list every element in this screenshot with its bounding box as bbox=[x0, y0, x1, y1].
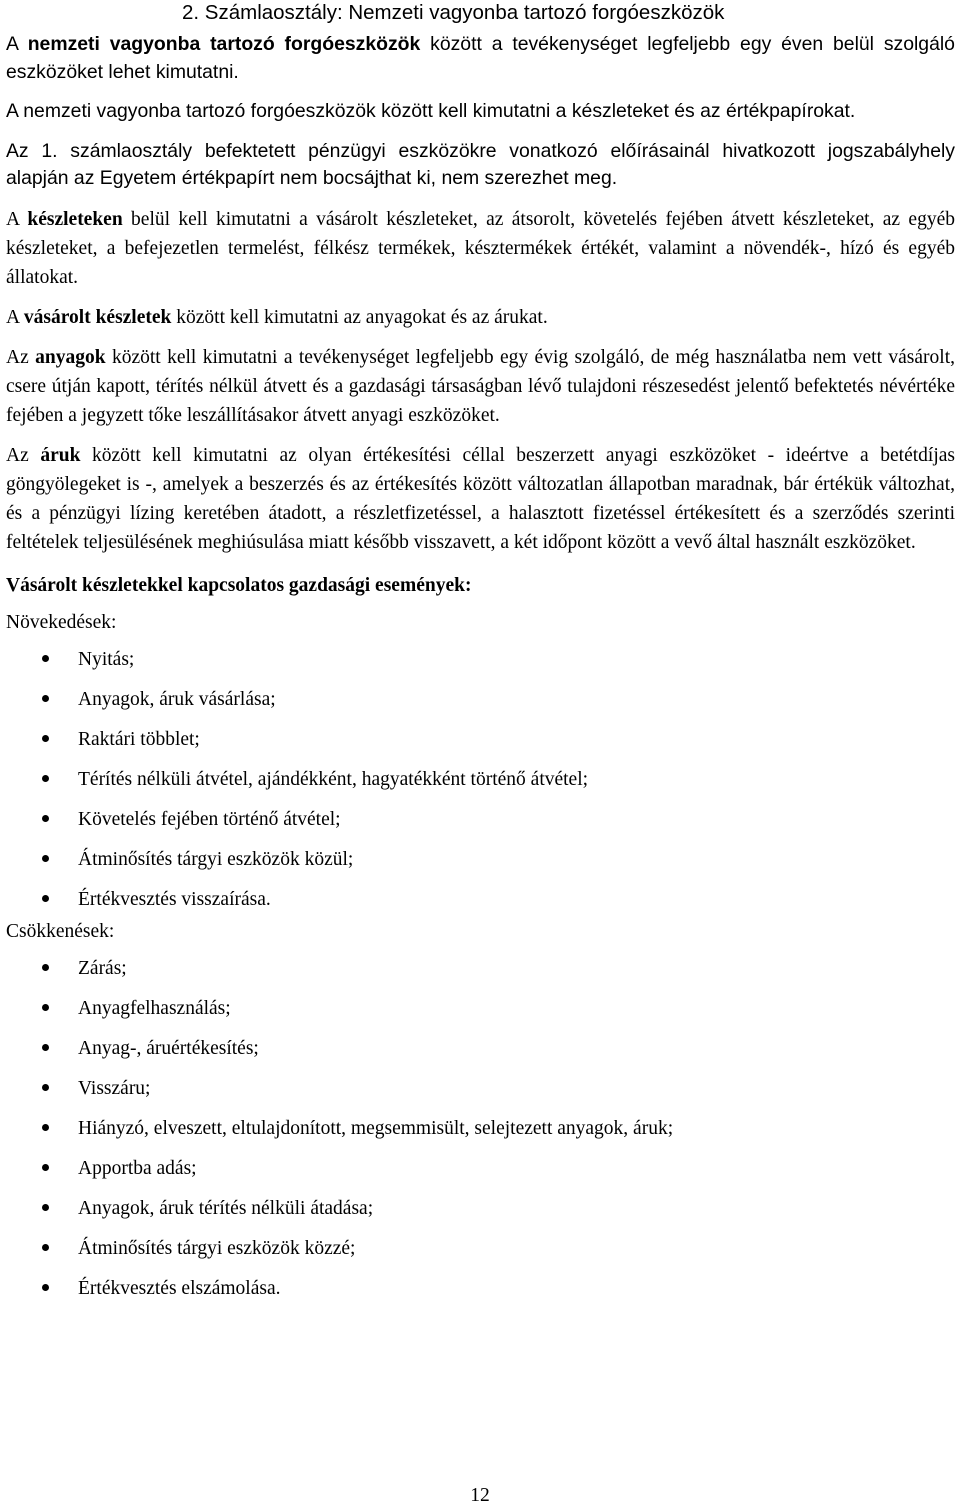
bullet-icon bbox=[42, 735, 49, 742]
list-item bbox=[6, 837, 955, 877]
paragraph-vasarolt-keszletek bbox=[6, 303, 955, 332]
list-item-text: Értékvesztés visszaírása. bbox=[78, 888, 271, 910]
list-item bbox=[6, 1066, 955, 1106]
p7-text-2: között kell kimutatni az olyan értékesítési céllal beszerzett anyagi eszközöket - ideértve a betétdíjas göngyölegeket is -, amelyek a beszerzés és az értékesítés között változatlan állapotban maradnak, bár értékük változhat, és a pénzügyi lízing keretében átadott, a részletfizetéssel, a halasztott fizetéssel értékesített és a szerződés szerinti feltételek teljesülésének meghiúsulása miatt később visszavett, a két időpont között a vevő által használt eszközöket. bbox=[6, 444, 955, 553]
list-item-text: Értékvesztés elszámolása. bbox=[78, 1277, 281, 1299]
p6-text-1: Az bbox=[6, 346, 36, 368]
list-item-text: Anyagok, áruk térítés nélküli átadása; bbox=[78, 1197, 374, 1219]
list-item-text: Zárás; bbox=[78, 957, 127, 979]
page-number: 12 bbox=[470, 1485, 490, 1506]
list-item bbox=[6, 1106, 955, 1146]
increase-list bbox=[6, 637, 955, 917]
list-item bbox=[6, 877, 955, 917]
p1-text-1: A bbox=[6, 33, 28, 55]
paragraph-forgoeszkozok-contents: A nemzeti vagyonba tartozó forgóeszközök között kell kimutatni a készleteket és az értékpapírokat. bbox=[6, 100, 856, 122]
list-item-text: Térítés nélküli átvétel, ajándékként, hagyatékként történő átvétel; bbox=[78, 768, 589, 790]
bullet-icon bbox=[42, 815, 49, 822]
bullet-icon bbox=[42, 1004, 49, 1011]
paragraph-forgoeszkozok-definition bbox=[6, 31, 955, 86]
bullet-icon bbox=[42, 1244, 49, 1251]
list-item bbox=[6, 1146, 955, 1186]
p4-text-2: belül kell kimutatni a vásárolt készleteket, az átsorolt, követelés fejében átvett készleteket, az egyéb készleteket, a befejezetlen termelést, félkész termékek, késztermékek értékét, valamint a növendék-, hízó és egyéb állatokat. bbox=[6, 208, 955, 288]
list-item bbox=[6, 677, 955, 717]
list-item-text: Hiányzó, elveszett, eltulajdonított, megsemmisült, selejtezett anyagok, áruk; bbox=[78, 1117, 674, 1139]
bullet-icon bbox=[42, 1044, 49, 1051]
bullet-icon bbox=[42, 855, 49, 862]
bullet-icon bbox=[42, 1164, 49, 1171]
document-page bbox=[6, 0, 955, 1306]
list-item bbox=[6, 1266, 955, 1306]
list-item-text: Visszáru; bbox=[78, 1077, 151, 1099]
list-item bbox=[6, 797, 955, 837]
bullet-icon bbox=[42, 895, 49, 902]
paragraph-anyagok bbox=[6, 343, 955, 430]
p7-text-1: Az bbox=[6, 444, 41, 466]
bullet-icon bbox=[42, 655, 49, 662]
bullet-icon bbox=[42, 1284, 49, 1291]
list-item-text: Átminősítés tárgyi eszközök közzé; bbox=[78, 1237, 356, 1259]
list-item-text: Anyagok, áruk vásárlása; bbox=[78, 688, 276, 710]
list-item-text: Raktári többlet; bbox=[78, 728, 200, 750]
list-item bbox=[6, 717, 955, 757]
p5-text-1: A bbox=[6, 306, 24, 328]
bullet-icon bbox=[42, 1084, 49, 1091]
bullet-icon bbox=[42, 1204, 49, 1211]
list-item bbox=[6, 986, 955, 1026]
list-item bbox=[6, 1026, 955, 1066]
bullet-icon bbox=[42, 775, 49, 782]
increase-label: Növekedések: bbox=[6, 611, 117, 633]
decrease-label: Csökkenések: bbox=[6, 920, 115, 942]
list-item-text: Követelés fejében történő átvétel; bbox=[78, 808, 341, 830]
p4-text-1: A bbox=[6, 208, 28, 230]
paragraph-aruk bbox=[6, 441, 955, 557]
paragraph-ertekpapir-restriction: Az 1. számlaosztály befektetett pénzügyi eszközökre vonatkozó előírásainál hivatkozott jogszabályhely alapján az Egyetem értékpapírt nem bocsájthat ki, nem szerezhet meg. bbox=[6, 139, 955, 189]
list-item-text: Anyagfelhasználás; bbox=[78, 997, 231, 1019]
p6-bold-term: anyagok bbox=[35, 346, 106, 368]
list-item bbox=[6, 1226, 955, 1266]
section-heading: 2. Számlaosztály: Nemzeti vagyonba tartozó forgóeszközök bbox=[182, 1, 725, 24]
bullet-icon bbox=[42, 964, 49, 971]
p6-text-2: között kell kimutatni a tevékenységet legfeljebb egy évig szolgáló, de még használatba nem vett vásárolt, csere útján kapott, térítés nélkül átvett és a gazdasági társaságban lévő tulajdoni részesedést jelentő befektetés névértéke fejében a jegyzett tőke leszállításakor átvett anyagi eszközöket. bbox=[6, 346, 955, 426]
bullet-icon bbox=[42, 695, 49, 702]
list-item bbox=[6, 946, 955, 986]
list-item bbox=[6, 757, 955, 797]
list-item bbox=[6, 1186, 955, 1226]
p5-text-2: között kell kimutatni az anyagokat és az árukat. bbox=[171, 306, 548, 328]
decrease-list bbox=[6, 946, 955, 1306]
p4-bold-term: készleteken bbox=[27, 208, 123, 230]
list-item-text: Átminősítés tárgyi eszközök közül; bbox=[78, 848, 354, 870]
paragraph-keszletek bbox=[6, 205, 955, 292]
p1-text-2: között a tevékenységet legfeljebb egy éven belül szolgáló eszközöket lehet kimutatni. bbox=[6, 33, 955, 83]
p7-bold-term: áruk bbox=[40, 444, 81, 466]
list-item-text: Apportba adás; bbox=[78, 1157, 197, 1179]
list-item-text: Nyitás; bbox=[78, 648, 135, 670]
list-item bbox=[6, 637, 955, 677]
events-subheading: Vásárolt készletekkel kapcsolatos gazdasági események: bbox=[6, 574, 472, 596]
list-item-text: Anyag-, áruértékesítés; bbox=[78, 1037, 259, 1059]
bullet-icon bbox=[42, 1124, 49, 1131]
p5-bold-term: vásárolt készletek bbox=[23, 306, 172, 328]
p1-bold-term: nemzeti vagyonba tartozó forgóeszközök bbox=[27, 33, 421, 55]
